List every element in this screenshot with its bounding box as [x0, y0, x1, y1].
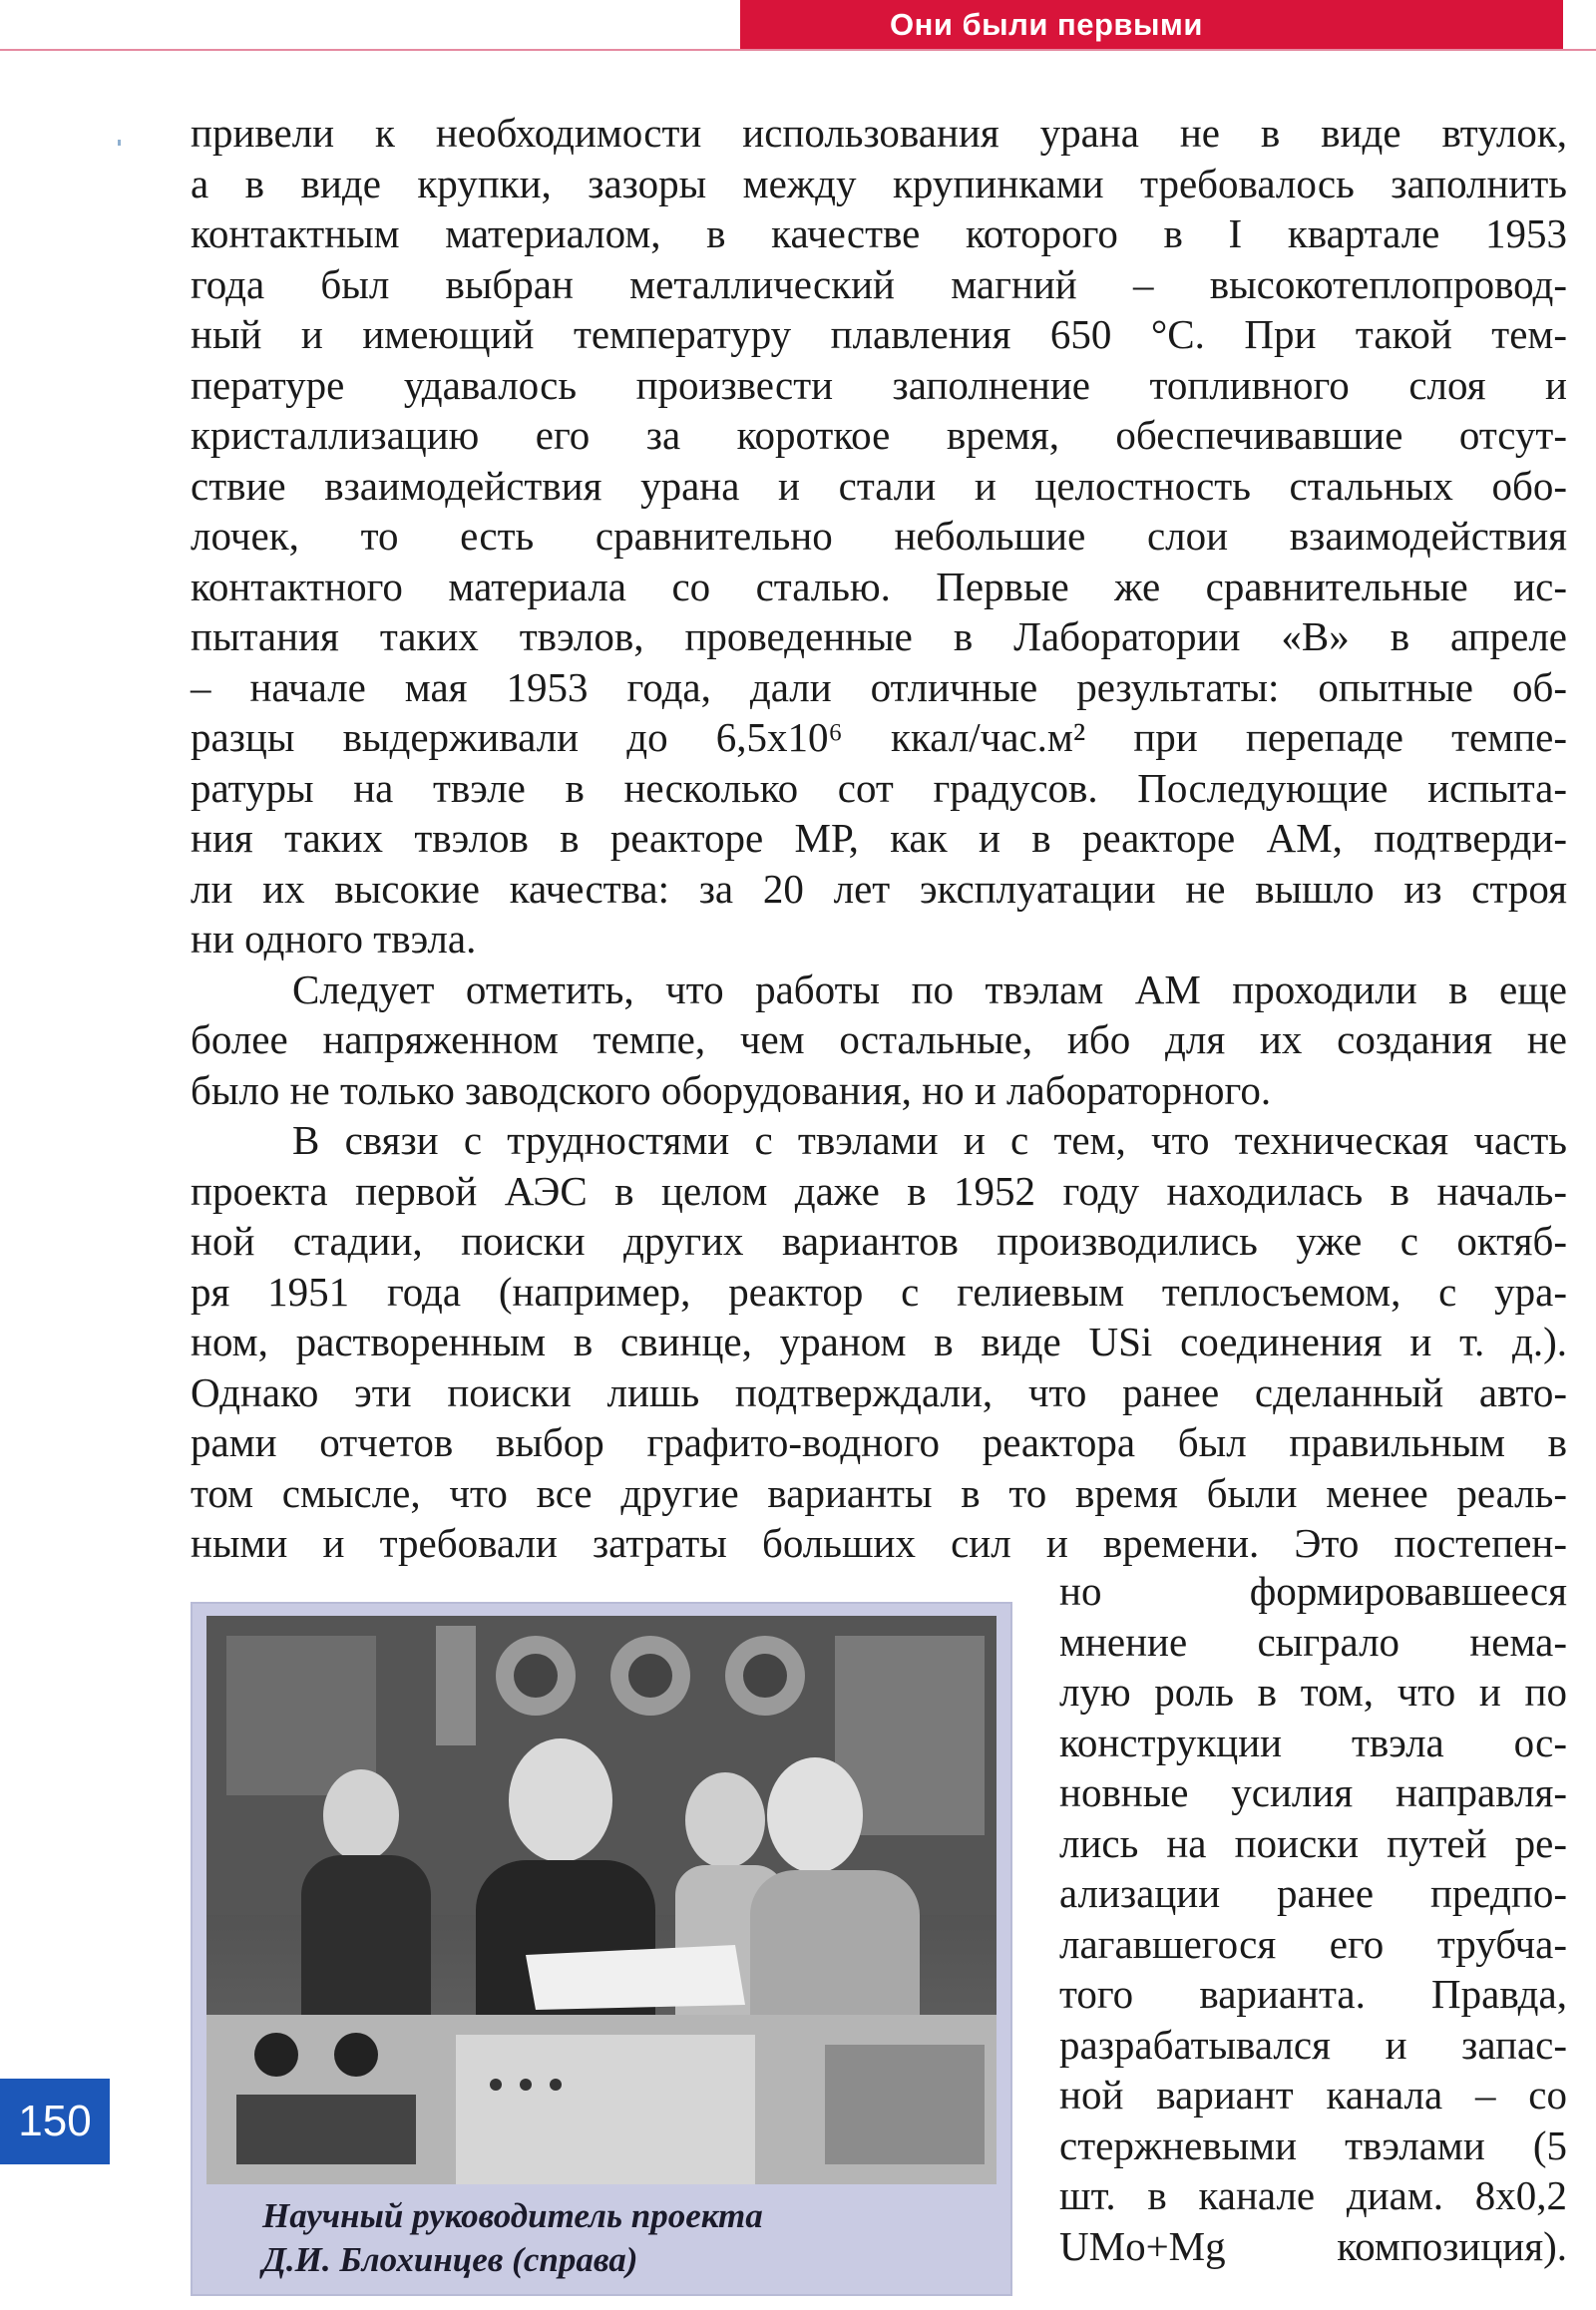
wrap-text — [1059, 1566, 1567, 2271]
page-number — [0, 2079, 110, 2164]
page-number-label: 150 — [18, 2097, 92, 2145]
body-line: контактным материалом, в качестве которого в I квартале 1953 — [191, 210, 1567, 256]
body-line: лочек, то есть сравнительно небольшие слои взаимодействия — [191, 513, 1567, 559]
body-line: ном, растворенным в свинце, ураном в виде USi соединения и т. д.). — [191, 1319, 1567, 1364]
body-line: ными и требовали затраты больших сил и времени. Это постепен- — [191, 1520, 1567, 1566]
header-rule — [0, 49, 1596, 51]
body-line: В связи с трудностями с твэлами и с тем, что техническая часть — [292, 1117, 1567, 1163]
wrap-line: лись на поиски путей ре- — [1059, 1819, 1567, 1866]
running-header — [740, 0, 1563, 50]
body-line: пытания таких твэлов, проведенные в Лаборатории «В» в апреле — [191, 613, 1567, 659]
body-line: рами отчетов выбор графито-водного реактора был правильным в — [191, 1419, 1567, 1465]
body-line: привели к необходимости использования урана не в виде втулок, — [191, 110, 1567, 156]
wrap-line: разрабатывался и запас- — [1059, 2021, 1567, 2068]
wrap-line: того варианта. Правда, — [1059, 1971, 1567, 2017]
body-line: ный и имеющий температуру плавления 650 °С. При такой тем- — [191, 311, 1567, 357]
photo-figure — [191, 1602, 1012, 2296]
caption-line-1: Научный руководитель проекта — [262, 2196, 763, 2235]
body-line: контактного материала со сталью. Первые же сравнительные ис- — [191, 563, 1567, 609]
body-line: пературе удавалось произвести заполнение топливного слоя и — [191, 361, 1567, 408]
margin-mark — [118, 140, 121, 146]
wrap-line: новные усилия направля- — [1059, 1769, 1567, 1815]
wrap-line: стержневыми твэлами (5 — [1059, 2121, 1567, 2168]
body-line: разцы выдерживали до 6,5x10⁶ ккал/час.м² при перепаде темпе- — [191, 714, 1567, 760]
body-line: года был выбран металлический магний – высокотеплопровод- — [191, 260, 1567, 307]
body-line: Следует отметить, что работы по твэлам АМ проходили в еще — [292, 965, 1567, 1012]
body-line: ния таких твэлов в реакторе МР, как и в реакторе АМ, подтверди- — [191, 815, 1567, 861]
body-line: Однако эти поиски лишь подтверждали, что ранее сделанный авто- — [191, 1368, 1567, 1415]
photo-caption — [206, 2194, 997, 2282]
wrap-line: мнение сыграло нема- — [1059, 1618, 1567, 1665]
body-line: ни одного твэла. — [191, 916, 477, 962]
body-line: а в виде крупки, зазоры между крупинками требовалось заполнить — [191, 160, 1567, 206]
wrap-line: лую роль в том, что и по — [1059, 1669, 1567, 1715]
body-line: том смысле, что все другие варианты в то время были менее реаль- — [191, 1469, 1567, 1516]
running-header-title: Они были первыми — [890, 7, 1203, 42]
body-line: ря 1951 года (например, реактор с гелиевым теплосъемом, с ура- — [191, 1268, 1567, 1315]
body-line: более напряженном темпе, чем остальные, ибо для их создания не — [191, 1016, 1567, 1062]
wrap-line: лагавшегося его трубча- — [1059, 1920, 1567, 1967]
body-line: ратуры на твэле в несколько сот градусов. Последующие испыта- — [191, 764, 1567, 811]
body-line: – начале мая 1953 года, дали отличные результаты: опытные об- — [191, 663, 1567, 710]
wrap-line: конструкции твэла ос- — [1059, 1719, 1567, 1765]
body-line: ствие взаимодействия урана и стали и целостность стальных обо- — [191, 462, 1567, 509]
body-text — [191, 108, 1567, 1569]
caption-line-2: Д.И. Блохинцев (справа) — [262, 2240, 638, 2279]
wrap-line: шт. в канале диам. 8x0,2 — [1059, 2172, 1567, 2218]
wrap-line: ной вариант канала – со — [1059, 2072, 1567, 2118]
body-line: ли их высокие качества: за 20 лет эксплуатации не вышло из строя — [191, 865, 1567, 912]
body-line: было не только заводского оборудования, но и лабораторного. — [191, 1066, 1272, 1113]
wrap-line: но формировавшееся — [1059, 1568, 1567, 1614]
body-line: кристаллизацию его за короткое время, обеспечивавшие отсут- — [191, 412, 1567, 458]
body-line: проекта первой АЭС в целом даже в 1952 году находилась в началь- — [191, 1167, 1567, 1214]
wrap-line: UMo+Mg композиция). — [1059, 2222, 1567, 2269]
body-line: ной стадии, поиски других вариантов производились уже с октяб- — [191, 1218, 1567, 1264]
photo-image — [206, 1616, 997, 2184]
wrap-line: ализации ранее предпо- — [1059, 1870, 1567, 1916]
